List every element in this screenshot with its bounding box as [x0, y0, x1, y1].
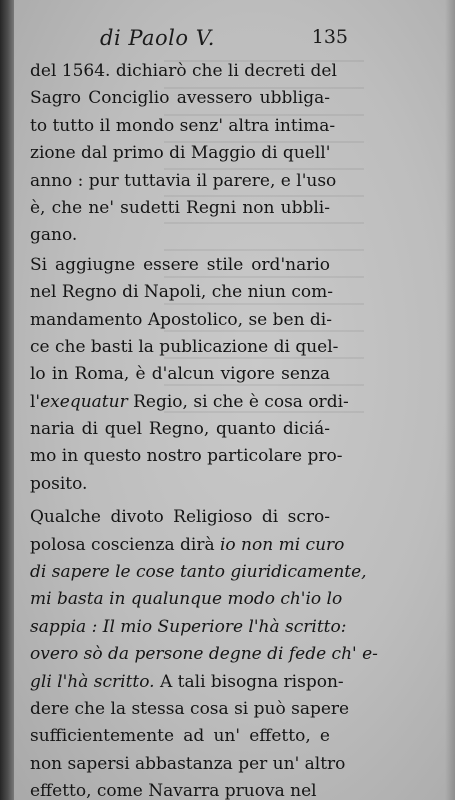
text-line	[30, 389, 349, 416]
text-line	[30, 252, 330, 279]
italic-run: mi basta in qualunque modo ch'io lo	[30, 589, 343, 610]
text-run: l'	[30, 391, 41, 412]
text-line	[30, 443, 343, 470]
italic-run: gli l'hà scritto.	[30, 671, 155, 692]
text-line	[30, 532, 345, 559]
text-line	[30, 222, 330, 249]
text-run: Regio, si che è cosa ordi-	[127, 391, 349, 412]
italic-run: io non mi curo	[219, 534, 345, 555]
text-line	[30, 669, 344, 696]
text-run: anno : pur tuttavia il parere, e l'uso	[30, 170, 337, 191]
text-line	[30, 113, 336, 140]
text-line	[30, 504, 330, 531]
text-line	[30, 361, 330, 388]
text-run: sufficientemente ad un' effetto, e	[30, 726, 330, 747]
text-run: del 1564. dichiarò che li decreti del	[30, 61, 337, 81]
text-run: polosa coscienza dirà	[30, 534, 220, 555]
text-run: ce che basti la publicazione di quel-	[30, 336, 339, 357]
text-line	[30, 334, 339, 361]
text-run: dere che la stessa cosa si può sapere	[30, 698, 350, 719]
italic-run: exequatur	[40, 391, 128, 412]
body-text	[30, 58, 378, 800]
text-run: non sapersi abbastanza per un' altro	[30, 753, 346, 774]
paragraph	[30, 504, 378, 800]
text-line	[30, 58, 337, 85]
page-number: 135	[311, 26, 348, 48]
text-run: naria di quel Regno, quanto diciá-	[30, 419, 330, 440]
text-line	[30, 641, 378, 668]
text-line	[30, 614, 347, 641]
text-run: mandamento Apostolico, se ben di-	[30, 309, 332, 330]
text-line	[30, 140, 330, 167]
text-line	[30, 778, 330, 800]
text-run: mo in questo nostro particolare pro-	[30, 446, 343, 467]
italic-run: sappia : Il mio Superiore l'hà scritto:	[30, 616, 347, 637]
text-run: Si aggiugne essere stile ord'nario	[30, 254, 330, 275]
italic-run: di sapere le cose tanto giuridicamente,	[30, 562, 367, 583]
text-run: è, che ne' sudetti Regni non ubbli-	[30, 197, 330, 218]
text-line	[30, 195, 330, 222]
text-line	[30, 416, 330, 443]
text-line	[30, 586, 343, 613]
text-line	[30, 307, 330, 334]
text-run: gano.	[30, 225, 78, 246]
text-line	[30, 279, 333, 306]
text-line	[30, 559, 367, 586]
text-run: lo in Roma, è d'alcun vigore senza	[30, 364, 330, 385]
text-line	[30, 723, 330, 750]
text-run: posito.	[30, 473, 88, 494]
running-title: di Paolo V.	[100, 26, 215, 50]
text-line	[30, 471, 330, 498]
text-line	[30, 168, 337, 195]
page-edge-shadow	[445, 0, 455, 800]
text-line	[30, 696, 350, 723]
paragraph	[30, 58, 337, 250]
text-run: Sagro Conciglio avessero ubbliga-	[30, 88, 330, 109]
text-run: zione dal primo di Maggio di quell'	[30, 143, 331, 164]
text-run: nel Regno di Napoli, che niun com-	[30, 282, 333, 303]
text-run: effetto, come Navarra pruova nel	[30, 781, 317, 800]
paragraph	[30, 252, 349, 499]
text-run: to tutto il mondo senz' altra intima-	[30, 115, 336, 136]
text-line	[30, 751, 346, 778]
italic-run: overo sò da persone degne di fede ch' e-	[30, 644, 378, 665]
text-run: Qualche divoto Religioso di scro-	[30, 507, 330, 528]
text-line	[30, 85, 330, 112]
text-run: A tali bisogna rispon-	[154, 671, 344, 692]
book-spine-shadow	[0, 0, 14, 800]
page-header	[100, 26, 348, 54]
